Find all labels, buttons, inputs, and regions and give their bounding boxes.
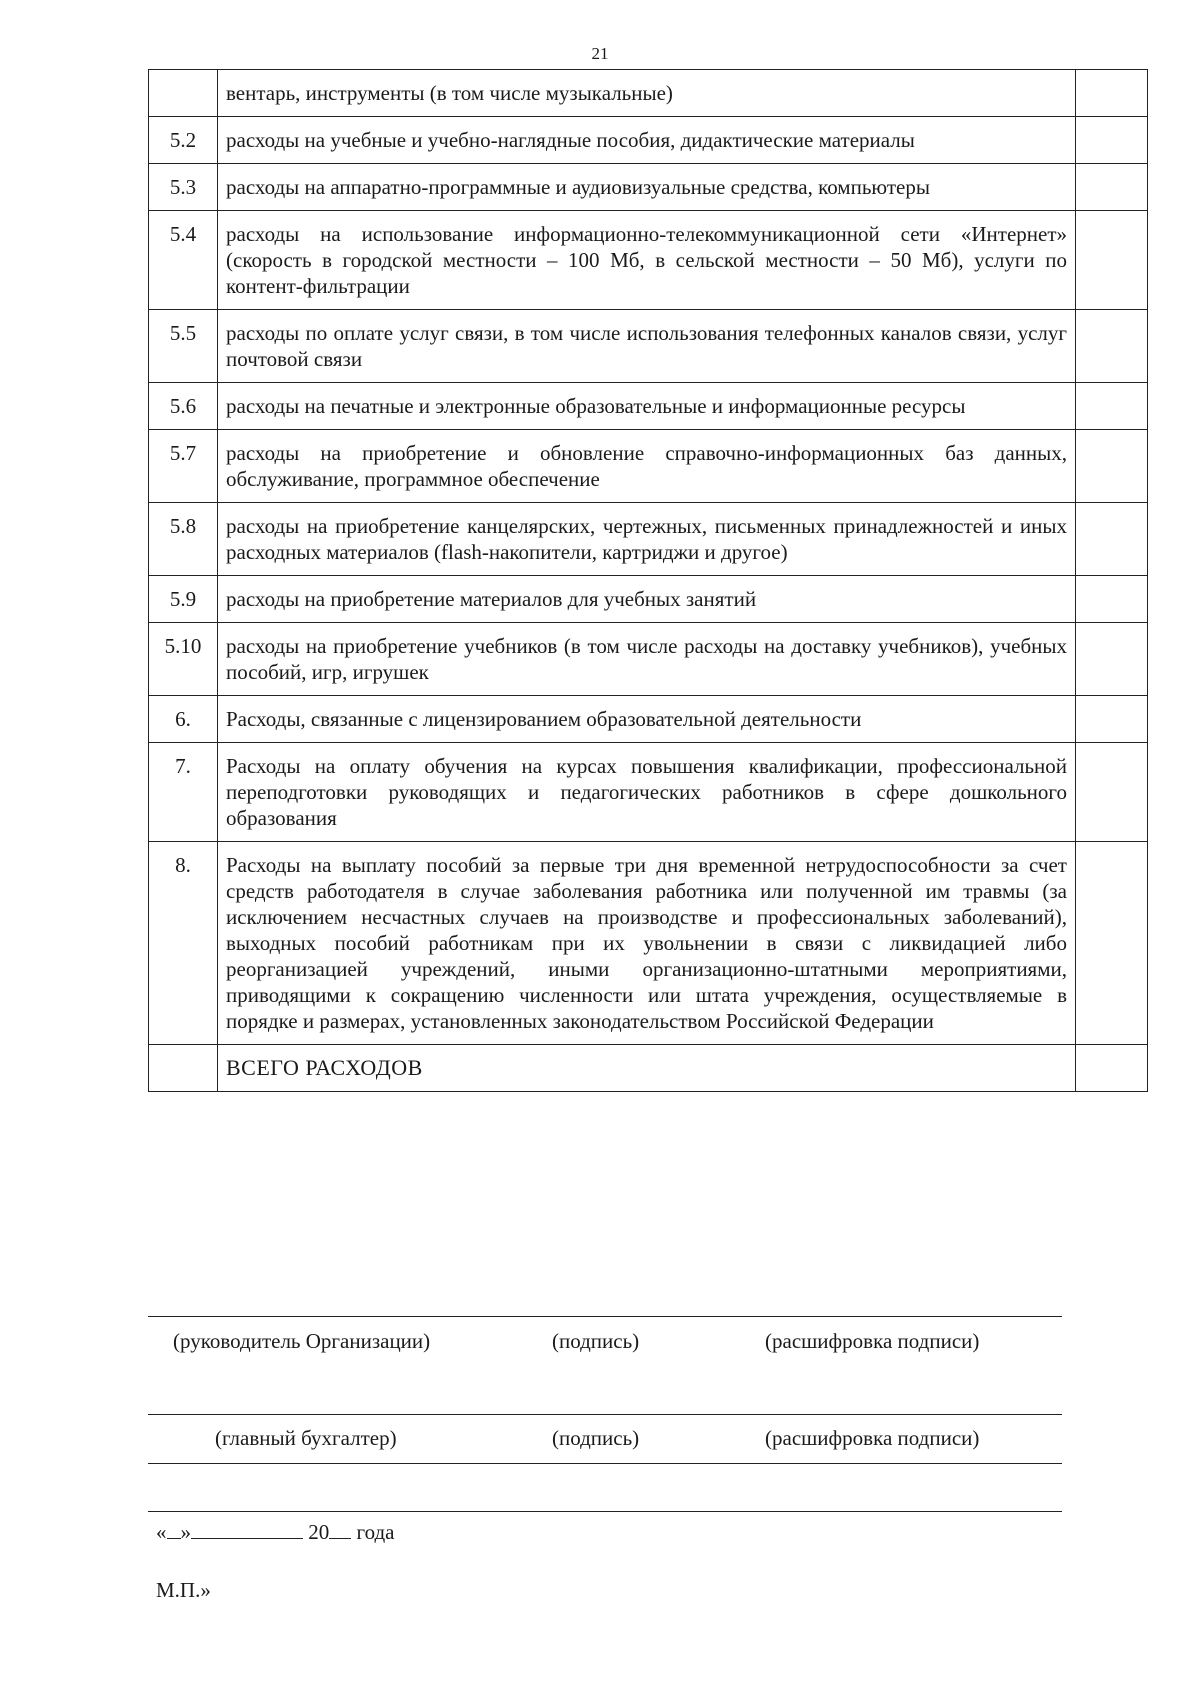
row-amount-cell[interactable] bbox=[1076, 383, 1148, 430]
row-number: 5.5 bbox=[149, 310, 218, 383]
row-amount-cell[interactable] bbox=[1076, 623, 1148, 696]
table-row bbox=[149, 576, 1148, 623]
row-amount-cell[interactable] bbox=[1076, 576, 1148, 623]
table-row bbox=[149, 623, 1148, 696]
head-signature-caption: (подпись) bbox=[552, 1329, 640, 1353]
stamp-place: М.П.» bbox=[156, 1578, 211, 1602]
table-row bbox=[149, 430, 1148, 503]
table-row bbox=[149, 164, 1148, 211]
table-row bbox=[149, 743, 1148, 842]
row-number: 6. bbox=[149, 696, 218, 743]
table-row bbox=[149, 383, 1148, 430]
total-row bbox=[149, 1045, 1148, 1092]
table-row bbox=[149, 842, 1148, 1045]
row-description: расходы по оплате услуг связи, в том числе использования телефонных каналов связи, услуг почтовой связи bbox=[218, 310, 1076, 383]
date-open-quote: « bbox=[156, 1520, 167, 1544]
row-description: Расходы на выплату пособий за первые три дня временной нетрудоспособности за счет средств работодателя в случае заболевания работника или полученной им травмы (за исключением несчастных случаев на производстве и профессиональных заболеваний), выходных пособий работникам при их увольнении в связи с ликвидацией либо реорганизацией учреждений, иными организационно-штатными мероприятиями, приводящими к сокращению численности или штата учреждения, осуществляемые в порядке и размерах, установленных законодательством Российской Федерации bbox=[218, 842, 1076, 1045]
total-label: ВСЕГО РАСХОДОВ bbox=[218, 1045, 1076, 1092]
row-description: расходы на учебные и учебно-наглядные пособия, дидактические материалы bbox=[218, 117, 1076, 164]
table-row bbox=[149, 503, 1148, 576]
row-amount-cell[interactable] bbox=[1076, 164, 1148, 211]
accountant-signature-caption: (подпись) bbox=[552, 1426, 640, 1450]
row-number: 5.4 bbox=[149, 211, 218, 310]
date-line bbox=[156, 1519, 395, 1545]
accountant-signature-line[interactable] bbox=[148, 1414, 1062, 1415]
month-blank[interactable] bbox=[191, 1520, 303, 1539]
table-row bbox=[149, 310, 1148, 383]
head-decoding-caption: (расшифровка подписи) bbox=[765, 1329, 980, 1353]
table-row bbox=[149, 696, 1148, 743]
row-amount-cell[interactable] bbox=[1076, 70, 1148, 117]
row-number: 5.6 bbox=[149, 383, 218, 430]
total-amount-cell[interactable] bbox=[1076, 1045, 1148, 1092]
row-description: расходы на приобретение канцелярских, чертежных, письменных принадлежностей и иных расходных материалов (flash-накопители, картриджи и другое) bbox=[218, 503, 1076, 576]
row-amount-cell[interactable] bbox=[1076, 211, 1148, 310]
row-amount-cell[interactable] bbox=[1076, 310, 1148, 383]
day-blank[interactable] bbox=[167, 1520, 181, 1539]
row-amount-cell[interactable] bbox=[1076, 696, 1148, 743]
row-description: расходы на приобретение учебников (в том числе расходы на доставку учебников), учебных пособий, игр, игрушек bbox=[218, 623, 1076, 696]
head-signature-line[interactable] bbox=[148, 1316, 1062, 1317]
row-number: 5.9 bbox=[149, 576, 218, 623]
total-number-cell bbox=[149, 1045, 218, 1092]
row-description: расходы на печатные и электронные образовательные и информационные ресурсы bbox=[218, 383, 1076, 430]
row-amount-cell[interactable] bbox=[1076, 842, 1148, 1045]
expenses-table bbox=[148, 69, 1148, 1092]
row-number: 5.7 bbox=[149, 430, 218, 503]
row-number: 7. bbox=[149, 743, 218, 842]
row-number: 5.3 bbox=[149, 164, 218, 211]
head-role-caption: (руководитель Организации) bbox=[173, 1329, 431, 1353]
row-amount-cell[interactable] bbox=[1076, 117, 1148, 164]
table-row bbox=[149, 70, 1148, 117]
date-divider-line bbox=[148, 1511, 1062, 1512]
row-number bbox=[149, 70, 218, 117]
row-description: Расходы на оплату обучения на курсах повышения квалификации, профессиональной переподготовки руководящих и педагогических работников в сфере дошкольного образования bbox=[218, 743, 1076, 842]
date-close-quote: » bbox=[180, 1520, 191, 1544]
row-description: расходы на использование информационно-телекоммуникационной сети «Интернет» (скорость в городской местности – 100 Мб, в сельской местности – 50 Мб), услуги по контент-фильтрации bbox=[218, 211, 1076, 310]
row-amount-cell[interactable] bbox=[1076, 743, 1148, 842]
table-row bbox=[149, 117, 1148, 164]
row-number: 8. bbox=[149, 842, 218, 1045]
year-suffix: года bbox=[356, 1520, 395, 1544]
row-amount-cell[interactable] bbox=[1076, 430, 1148, 503]
accountant-role-caption: (главный бухгалтер) bbox=[215, 1426, 397, 1450]
row-description: вентарь, инструменты (в том числе музыкальные) bbox=[218, 70, 1076, 117]
row-number: 5.8 bbox=[149, 503, 218, 576]
row-number: 5.10 bbox=[149, 623, 218, 696]
accountant-divider-line bbox=[148, 1463, 1062, 1464]
year-prefix: 20 bbox=[308, 1520, 330, 1544]
row-description: расходы на приобретение и обновление справочно-информационных баз данных, обслуживание, программное обеспечение bbox=[218, 430, 1076, 503]
row-number: 5.2 bbox=[149, 117, 218, 164]
row-description: Расходы, связанные с лицензированием образовательной деятельности bbox=[218, 696, 1076, 743]
row-description: расходы на аппаратно-программные и аудиовизуальные средства, компьютеры bbox=[218, 164, 1076, 211]
row-amount-cell[interactable] bbox=[1076, 503, 1148, 576]
row-description: расходы на приобретение материалов для учебных занятий bbox=[218, 576, 1076, 623]
year-blank[interactable] bbox=[329, 1520, 351, 1539]
accountant-decoding-caption: (расшифровка подписи) bbox=[765, 1426, 980, 1450]
table-row bbox=[149, 211, 1148, 310]
page-number: 21 bbox=[591, 44, 609, 63]
